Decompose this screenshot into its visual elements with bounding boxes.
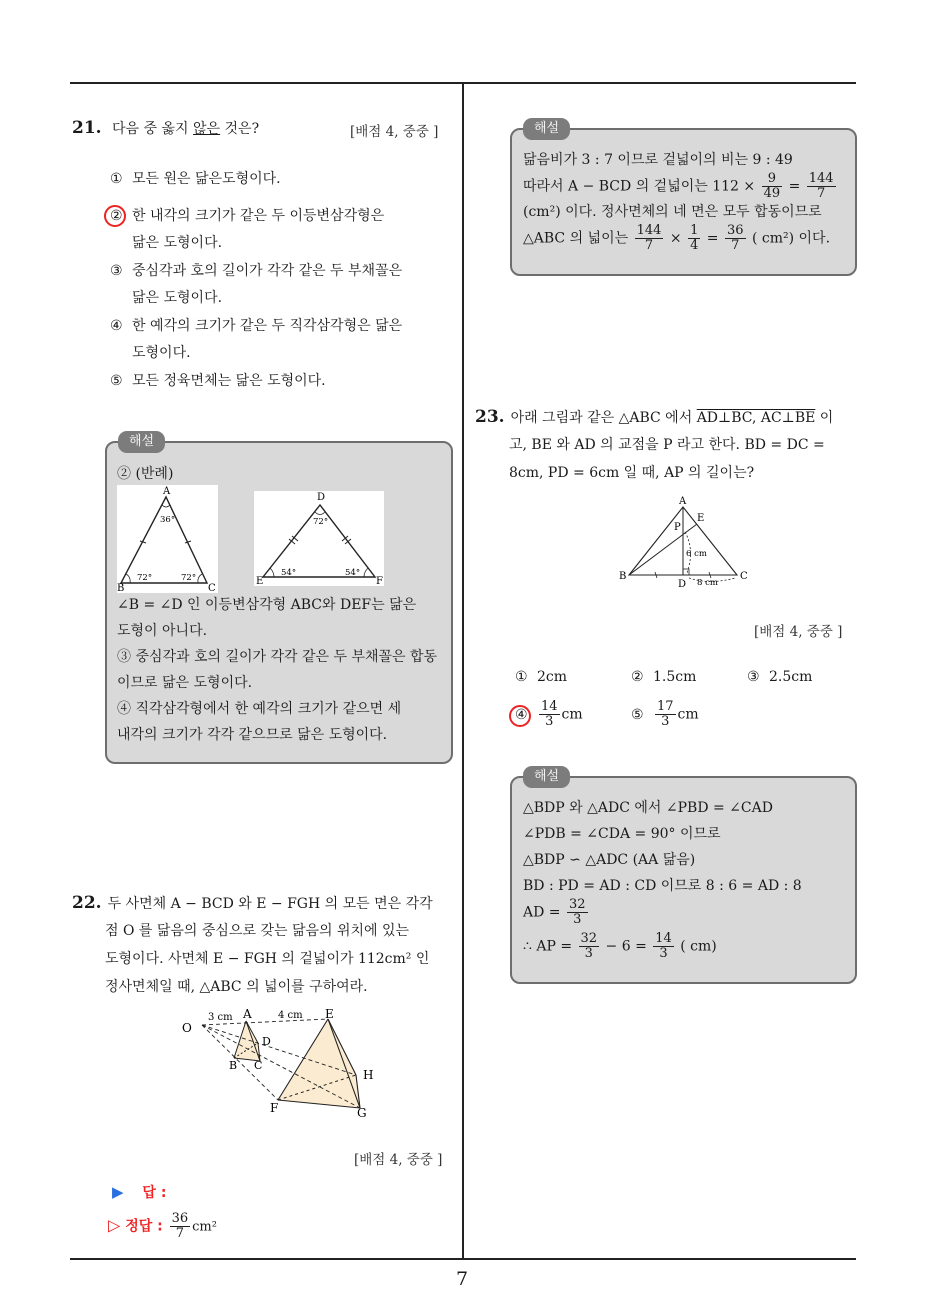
q21-choice-3[interactable]: ③ 중심각과 호의 길이가 각각 같은 두 부채꼴은 닮은 도형이다.: [110, 263, 403, 306]
q21-number: 21.: [72, 118, 102, 138]
column-divider: [462, 84, 464, 1260]
q22-line-4: 정사면체일 때, △ABC 의 넓이를 구하여라.: [105, 979, 368, 995]
q22-stem: [72, 889, 456, 918]
q21-explain-line-1: ∠B = ∠D 인 이등변삼각형 ABC와 DEF는 닮은: [117, 597, 417, 613]
q21-explain-line-5: ④ 직각삼각형에서 한 예각의 크기가 같으면 세: [117, 701, 402, 717]
fig22-label-b: B: [229, 1059, 238, 1072]
q23-choice-1[interactable]: ① 2cm: [515, 669, 568, 685]
fig23-length-dc: 8 cm: [697, 578, 718, 588]
q21-choice-2[interactable]: ② 한 내각의 크기가 같은 두 이등변삼각형은 닮은 도형이다.: [110, 208, 385, 251]
q22-line-1: 두 사면체 A − BCD 와 E − FGH 의 모든 면은 각각: [107, 896, 433, 912]
fig2-label-f: F: [376, 576, 383, 586]
fig1-angle-b: 72°: [137, 573, 153, 583]
fig22-label-h: H: [363, 1068, 374, 1082]
q23-score: [배점 4, 중중 ]: [754, 624, 843, 640]
triangle-def-figure: [254, 491, 384, 586]
q21-choice-1[interactable]: ① 모든 원은 닮은도형이다.: [110, 171, 281, 187]
fig22-label-c: C: [254, 1059, 263, 1072]
q23-explain-line-6: ∴ AP = $\frac{32}{3}$ − 6 = $\frac{14}{3}$ ( cm): [523, 931, 717, 961]
q21-choice-5[interactable]: ⑤ 모든 정육면체는 닮은 도형이다.: [110, 373, 326, 389]
triangle-apbc-figure: [615, 495, 755, 590]
q21-text-underline: 않은: [193, 121, 221, 137]
correct-unit: cm²: [192, 1219, 217, 1235]
q21-text-pre: 다음 중 옳지: [112, 121, 194, 137]
fig1-label-b: B: [117, 583, 125, 593]
tetrahedra-figure: [180, 1005, 380, 1120]
q22-explain-line-2: 따라서 A − BCD 의 겉넓이는 112 × $\frac{9}{49}$ = $\frac{144}{7}$: [523, 171, 834, 201]
fig1-label-a: A: [163, 486, 171, 497]
fig22-label-e: E: [325, 1007, 334, 1021]
q21-explain-line-3: ③ 중심각과 호의 길이가 각각 같은 두 부채꼴은 합동: [117, 649, 438, 665]
answer-label: 답 :: [142, 1185, 167, 1201]
q23-explain-line-3: △BDP ∽ △ADC (AA 닮음): [523, 852, 696, 868]
q23-choice-2[interactable]: ② 1.5cm: [631, 669, 697, 685]
fig22-length-ae: 4 cm: [278, 1010, 303, 1021]
q21-explanation-tag: 해설: [118, 431, 165, 453]
hollow-play-icon: ▷: [108, 1215, 121, 1235]
fig2-label-e: E: [256, 576, 264, 586]
fig23-label-d: D: [678, 579, 687, 590]
fig2-angle-f: 54°: [345, 568, 361, 578]
q23-explain-line-4: BD : PD = AD : CD 이므로 8 : 6 = AD : 8: [523, 878, 802, 894]
fig23-label-e: E: [697, 513, 705, 524]
q21-choice-4[interactable]: ④ 한 예각의 크기가 같은 두 직각삼각형은 닮은 도형이다.: [110, 318, 403, 361]
q23-explain-line-5: AD = $\frac{32}{3}$: [523, 897, 586, 927]
q22-number: 22.: [72, 893, 102, 913]
q21-stem: [72, 114, 259, 143]
q23-explanation-tag: 해설: [523, 766, 570, 788]
page-number: 7: [456, 1268, 469, 1290]
q21-score: [배점 4, 중중 ]: [350, 124, 439, 140]
q23-line-2: 고, BE 와 AD 의 교점을 P 라고 한다. BD = DC =: [509, 437, 825, 453]
q21-explain-line-6: 내각의 크기가 각각 같으므로 닮은 도형이다.: [117, 727, 388, 743]
fig22-label-a: A: [243, 1007, 252, 1021]
triangle-abc-figure: [117, 485, 218, 593]
q22-explain-line-1: 닮음비가 3 : 7 이므로 겉넓이의 비는 9 : 49: [523, 152, 793, 168]
q23-line-3: 8cm, PD = 6cm 일 때, AP 의 길이는?: [509, 465, 755, 481]
fig1-angle-a: 36°: [160, 515, 176, 525]
fig22-length-oa: 3 cm: [208, 1012, 233, 1023]
fig22-label-f: F: [270, 1101, 279, 1115]
q22-explain-line-4: △ABC 의 넓이는 $\frac{144}{7}$ × $\frac{1}{4}$ = $\frac{36}{7}$ ( cm²) 이다.: [523, 223, 831, 253]
q23-explain-line-2: ∠PDB = ∠CDA = 90° 이므로: [523, 826, 721, 842]
q23-explain-line-1: △BDP 와 △ADC 에서 ∠PBD = ∠CAD: [523, 800, 773, 816]
fig23-label-a: A: [679, 496, 687, 507]
q22-explanation-tag: 해설: [523, 118, 570, 140]
q22-line-3: 도형이다. 사면체 E − FGH 의 겉넓이가 112cm² 인: [105, 951, 430, 967]
q23-number: 23.: [475, 407, 505, 427]
fig23-label-c: C: [740, 571, 748, 582]
q22-explain-line-3: (cm²) 이다. 정사면체의 네 면은 모두 합동이므로: [523, 204, 822, 220]
q22-line-2: 점 O 를 닮음의 중심으로 갖는 닮음의 위치에 있는: [105, 923, 410, 939]
q23-choice-3[interactable]: ③ 2.5cm: [747, 669, 813, 685]
fig23-length-pd: 6 cm: [686, 549, 707, 559]
fig1-angle-c: 72°: [181, 573, 197, 583]
correct-denominator: 7: [175, 1226, 184, 1241]
q23-choice-5[interactable]: ⑤ $\frac{17}{3}$ cm: [631, 699, 699, 729]
fig2-angle-d: 72°: [313, 517, 329, 527]
q23-choice-4[interactable]: ④ $\frac{14}{3}$ cm: [515, 699, 583, 729]
fig23-label-p: P: [674, 522, 681, 533]
fig2-angle-e: 54°: [281, 568, 297, 578]
correct-numerator: 36: [171, 1211, 189, 1226]
q22-score: [배점 4, 중중 ]: [354, 1152, 443, 1168]
fig22-label-o: O: [182, 1021, 192, 1035]
q22-answer-line: [112, 1182, 166, 1202]
fig2-label-d: D: [317, 492, 326, 503]
fig22-label-d: D: [262, 1035, 271, 1048]
q21-explain-line-2: 도형이 아니다.: [117, 623, 208, 639]
fig23-label-b: B: [619, 571, 627, 582]
correct-label: 정답 :: [125, 1218, 163, 1235]
q23-stem: 23. 아래 그림과 같은 △ABC 에서 AD⊥BC, AC⊥BE 이: [475, 407, 834, 427]
q21-explain-line-4: 이므로 닮은 도형이다.: [117, 675, 253, 691]
bottom-rule: [70, 1258, 856, 1260]
q22-correct-line: [108, 1212, 217, 1241]
q21-text-post: 것은?: [220, 121, 260, 137]
q21-explain-head: ② (반례): [117, 466, 174, 482]
fig1-label-c: C: [208, 583, 216, 593]
fig22-label-g: G: [357, 1106, 367, 1120]
play-icon: ▶: [112, 1183, 124, 1201]
